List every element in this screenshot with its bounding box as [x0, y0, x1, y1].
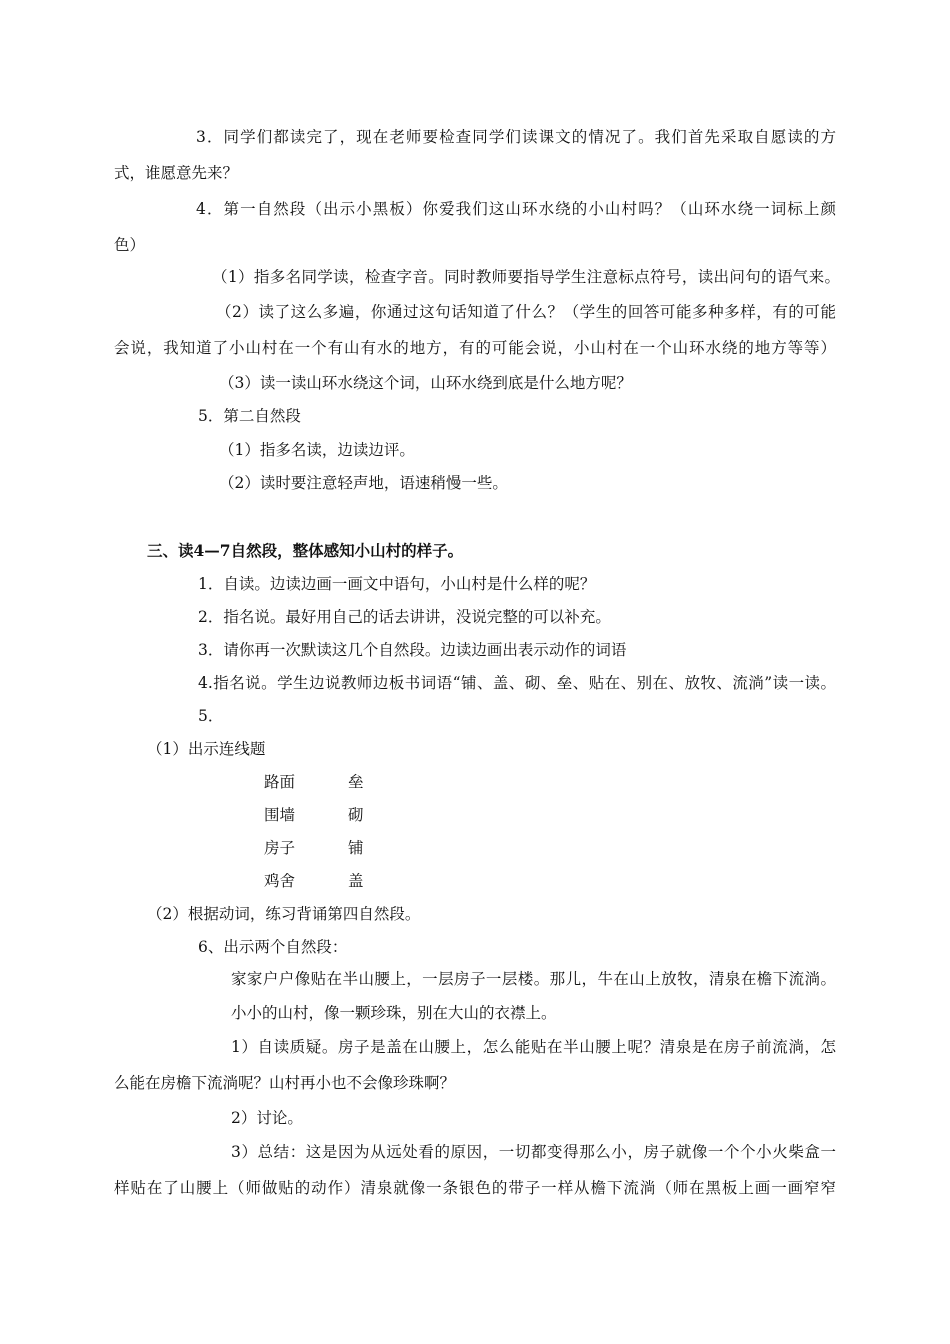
paragraph-line: 式，谁愿意先来？	[114, 164, 239, 182]
paragraph-line: 5．	[198, 707, 224, 725]
paragraph-line: 3）总结：这是因为从远处看的原因，一切都变得那么小，房子就像一个个小火柴盒一	[231, 1143, 836, 1161]
paragraph-line: 么能在房檐下流淌呢？山村再小也不会像珍珠啊？	[114, 1074, 456, 1092]
paragraph-line: （2）读了这么多遍，你通过这句话知道了什么？（学生的回答可能多种多样，有的可能	[216, 303, 836, 321]
paragraph-line: 6、出示两个自然段：	[198, 938, 348, 956]
matching-left-item: 鸡舍	[264, 872, 296, 890]
paragraph-line: 2）讨论。	[231, 1109, 303, 1127]
paragraph-line: 4.指名说。学生边说教师边板书词语“铺、盖、砌、垒、贴在、别在、放牧、流淌”读一读。	[198, 674, 836, 692]
paragraph-line: （1）指多名读，边读边评。	[219, 441, 415, 459]
matching-left-item: 围墙	[264, 806, 296, 824]
paragraph-line: 样贴在了山腰上（师做贴的动作）清泉就像一条银色的带子一样从檐下流淌（师在黑板上画一画窄窄	[114, 1179, 836, 1197]
matching-left-item: 路面	[264, 773, 296, 791]
paragraph-line: 1．自读。边读边画一画文中语句，小山村是什么样的呢？	[198, 575, 596, 593]
matching-right-item: 铺	[348, 839, 364, 857]
paragraph-line: （3）读一读山环水绕这个词，山环水绕到底是什么地方呢？	[219, 374, 632, 392]
matching-left-item: 房子	[264, 839, 296, 857]
paragraph-line: 3．请你再一次默读这几个自然段。边读边画出表示动作的词语	[198, 641, 627, 659]
matching-right-item: 砌	[348, 806, 364, 824]
paragraph-line: 3．同学们都读完了，现在老师要检查同学们读课文的情况了。我们首先采取自愿读的方	[196, 128, 836, 146]
paragraph-line: 会说，我知道了小山村在一个有山有水的地方，有的可能会说，小山村在一个山环水绕的地方等等）	[114, 339, 836, 357]
paragraph-line: （2）读时要注意轻声地，语速稍慢一些。	[219, 474, 508, 492]
matching-right-item: 垒	[348, 773, 364, 791]
section-heading: 三、读4—7自然段，整体感知小山村的样子。	[147, 541, 464, 560]
paragraph-line: 2．指名说。最好用自己的话去讲讲，没说完整的可以补充。	[198, 608, 611, 626]
quoted-text-line: 小小的山村，像一颗珍珠，别在大山的衣襟上。	[231, 1004, 557, 1022]
paragraph-line: 4．第一自然段（出示小黑板）你爱我们这山环水绕的小山村吗？（山环水绕一词标上颜	[196, 200, 836, 218]
matching-right-item: 盖	[348, 872, 364, 890]
paragraph-line: （1）出示连线题	[147, 740, 266, 758]
paragraph-line: （2）根据动词，练习背诵第四自然段。	[147, 905, 421, 923]
paragraph-line: （1）指多名同学读，检查字音。同时教师要指导学生注意标点符号，读出问句的语气来。	[212, 268, 840, 286]
paragraph-line: 色）	[114, 236, 146, 254]
paragraph-line: 5．第二自然段	[198, 407, 301, 425]
quoted-text-line: 家家户户像贴在半山腰上，一层房子一层楼。那儿，牛在山上放牧，清泉在檐下流淌。	[231, 970, 836, 988]
paragraph-line: 1）自读质疑。房子是盖在山腰上，怎么能贴在半山腰上呢？清泉是在房子前流淌，怎	[231, 1038, 836, 1056]
